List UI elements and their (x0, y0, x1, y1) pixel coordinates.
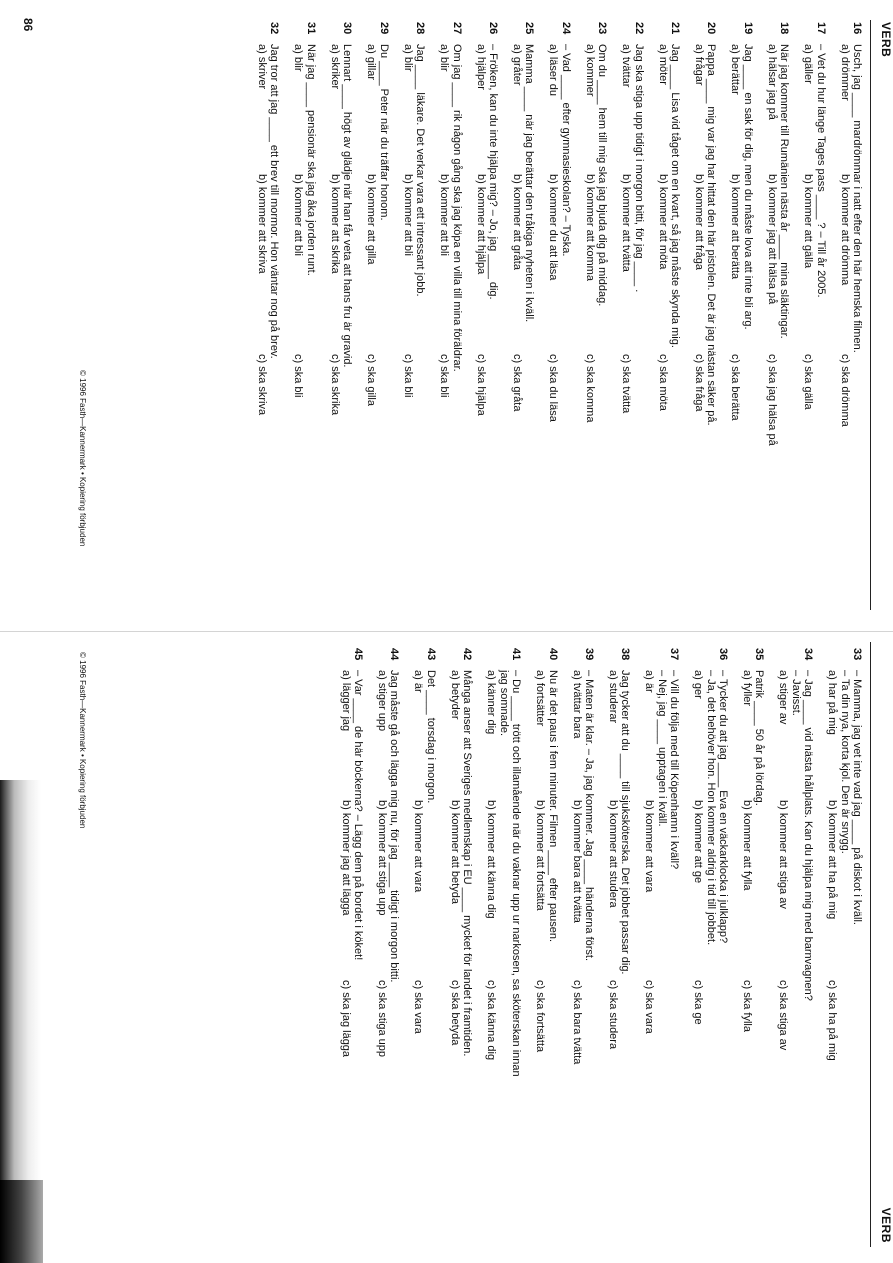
exercise-text-line: Jag ska stiga upp tidigt i morgon bitti, för jag ____ . (632, 44, 645, 293)
answer-option: b) kommer att fylla (740, 800, 753, 891)
exercise-number: 38 (619, 648, 632, 661)
answer-options (692, 648, 704, 1250)
exercise-number: 17 (814, 22, 827, 35)
exercise-question (425, 648, 437, 1250)
exercise-number: 39 (582, 648, 595, 661)
exercise-text-line: Om jag ____ rik någon gång ska jag köpa en villa till mina föräldrar. (450, 44, 463, 372)
exercise-question (559, 22, 571, 614)
exercise-text (523, 44, 535, 614)
exercise-text-line: – Ja, det behöver hon. Hon kommer aldrig i tid till jobbet. (704, 670, 717, 946)
exercise-text-line: – Vet du hur länge Tages pass ____ ? – Till år 2005. (814, 44, 827, 298)
exercise-item (401, 22, 426, 614)
exercise-item (339, 648, 364, 1250)
exercise-question (546, 648, 558, 1250)
answer-options (643, 648, 655, 1250)
answer-option: b) kommer att ge (692, 800, 705, 884)
exercise-item (449, 648, 474, 1250)
exercise-question (705, 22, 717, 614)
answer-option: a) gillar (365, 44, 378, 81)
answer-option: a) blir (438, 44, 451, 72)
answer-options (412, 648, 424, 1250)
answer-option: c) ska vara (643, 980, 656, 1034)
answer-option: a) stiger upp (376, 670, 389, 732)
exercise-text-line: jag somnade. (497, 670, 510, 737)
exercise-question (583, 648, 595, 1250)
exercise-question (305, 22, 317, 614)
exercise-question (388, 648, 400, 1250)
answer-option: c) ska möta (656, 354, 669, 411)
exercise-text (669, 44, 681, 614)
answer-option: b) kommer att betyda (448, 800, 461, 904)
answer-option: a) möter (656, 44, 669, 85)
answer-option: a) berättar (729, 44, 742, 95)
answer-option: c) ska bli (401, 354, 414, 398)
exercise-text-line: – Fröken, kan du inte hjälpa mig? – Jo, jag ____ dig. (486, 44, 499, 300)
exercise-text (705, 44, 717, 614)
exercise-question (596, 22, 608, 614)
answer-option: c) ska gråta (510, 354, 523, 412)
exercise-text (814, 44, 826, 614)
answer-options (777, 648, 789, 1250)
answer-options (607, 648, 619, 1250)
answer-option: a) skriker (328, 44, 341, 90)
exercise-text-line: Jag tror att jag ____ ett brev till mormor. Hon väntar nog på brev. (268, 44, 281, 359)
answer-option: b) kommer att studera (606, 800, 619, 908)
exercise-text-line: Du ____ Peter när du träffar honom. (377, 44, 390, 221)
answer-option: c) ska fortsätta (534, 980, 547, 1053)
answer-options (741, 648, 753, 1250)
exercise-text-line: Nu är det paus i fem minuter. Filmen ____ efter pausen. (546, 670, 559, 943)
exercise-number: 37 (668, 648, 681, 661)
answer-option: c) ska skrika (328, 354, 341, 416)
answer-option: c) ska drömma (838, 354, 851, 427)
answer-options (256, 22, 268, 614)
answer-options (329, 22, 341, 614)
answer-option: b) kommer att bli (401, 174, 414, 256)
exercise-item (329, 22, 354, 614)
exercise-text (778, 44, 790, 614)
exercise-question (487, 22, 499, 614)
answer-options (729, 22, 741, 614)
answer-option: c) ska komma (583, 354, 596, 423)
exercise-number: 28 (414, 22, 427, 35)
exercise-number: 16 (851, 22, 863, 35)
page-right (0, 632, 893, 1263)
exercise-number: 27 (450, 22, 463, 35)
page-number: 86 (21, 18, 35, 32)
exercise-text (461, 670, 473, 1250)
exercise-item (534, 648, 559, 1250)
answer-option: c) ska du läsa (547, 354, 560, 422)
exercise-item (511, 22, 536, 614)
exercise-item (838, 22, 863, 614)
exercise-text (851, 44, 863, 614)
answer-option: b) kommer att komma (583, 174, 596, 281)
answer-option: c) ska gilla (365, 354, 378, 406)
exercise-text-line: Jag tycker att du ____ till sjuksköterska. Det jobbet passar dig. (619, 670, 632, 975)
answer-options (534, 648, 546, 1250)
exercise-text (632, 44, 644, 614)
exercise-question (268, 22, 280, 614)
exercise-number: 36 (716, 648, 729, 661)
exercise-item (583, 22, 608, 614)
answer-option: c) ska bli (438, 354, 451, 398)
exercise-text (425, 670, 437, 1250)
answer-options (620, 22, 632, 614)
exercise-text (789, 670, 814, 1250)
exercise-text-line: När jag kommer till Rumänien nästa år ____ mina släktingar. (778, 44, 791, 339)
exercise-number: 18 (778, 22, 791, 35)
exercise-question (704, 648, 729, 1250)
exercise-text-line: – Nej, jag ____ upptagen i kväll. (655, 670, 668, 827)
exercise-text (268, 44, 280, 614)
answer-options (485, 648, 497, 1250)
answer-option: c) ska betyda (448, 980, 461, 1046)
exercise-number: 40 (546, 648, 559, 661)
exercise-text (583, 670, 595, 1250)
answer-options (401, 22, 413, 614)
exercise-text (655, 670, 680, 1250)
exercise-text-line: – Ta din nya, korta kjol. Den är snygg. (838, 670, 851, 854)
exercise-number: 20 (705, 22, 718, 35)
answer-option: b) kommer att känna dig (485, 800, 498, 919)
exercise-text (388, 670, 400, 1250)
exercise-number: 21 (668, 22, 681, 35)
answer-options (826, 648, 838, 1250)
scanner-edge-dark (0, 1180, 43, 1263)
answer-option: b) kommer att gälla (802, 174, 815, 269)
exercise-item (643, 648, 680, 1250)
answer-option: b) kommer att stiga av (777, 800, 790, 909)
exercise-number: 29 (377, 22, 390, 35)
exercise-text-line: – Mamma, jag vet inte vad jag ____ på diskot i kväll. (851, 670, 863, 925)
answer-options (292, 22, 304, 614)
copyright-footer: © 1996 Fasth—Kannermark • Kopiering förbjuden (78, 370, 87, 547)
exercise-text (497, 670, 522, 1250)
answer-option: a) hälsar jag på (765, 44, 778, 120)
exercise-item (826, 648, 863, 1250)
exercise-text (741, 44, 753, 614)
exercise-item (729, 22, 754, 614)
exercise-item (376, 648, 401, 1250)
header-rule (870, 642, 871, 1247)
exercise-text (838, 670, 863, 1250)
exercise-text-line: Pappa ____ mig var jag har hittat den här pistolen. Det är jag nästan säker på. (705, 44, 718, 426)
exercise-text-line: Jag ____ läkare. Det verkar vara ett intressant jobb. (414, 44, 427, 297)
exercise-text (487, 44, 499, 614)
exercise-text-line: Lennart ____ högt av glädje när han får veta att hans fru är gravid. (341, 44, 354, 368)
answer-options (802, 22, 814, 614)
answer-option: a) blir (292, 44, 305, 72)
exercise-text-line: – Javisst. (789, 670, 802, 716)
answer-option: c) ska jag hälsa på (765, 354, 778, 446)
exercise-text (377, 44, 389, 614)
exercise-question (669, 22, 681, 614)
exercise-number: 33 (851, 648, 863, 661)
answer-options (339, 648, 351, 1250)
answer-option: a) ger (692, 670, 705, 699)
answer-options (547, 22, 559, 614)
exercise-item (292, 22, 317, 614)
answer-option: a) drömmer (838, 44, 851, 101)
exercise-number: 41 (510, 648, 523, 661)
answer-options (511, 22, 523, 614)
exercise-number: 35 (753, 648, 766, 661)
exercise-text (546, 670, 558, 1250)
answer-option: a) lägger jag (339, 670, 352, 732)
exercise-text-line: – Tycker du att jag ____ Eva en väckarklocka i julklapp? (716, 670, 729, 944)
answer-options (449, 648, 461, 1250)
answer-option: b) kommer att hjälpa (474, 174, 487, 275)
answer-options (474, 22, 486, 614)
exercise-item (412, 648, 437, 1250)
exercise-item (802, 22, 827, 614)
answer-option: a) frågar (692, 44, 705, 86)
exercise-number: 30 (341, 22, 354, 35)
exercise-item (547, 22, 572, 614)
exercise-number: 43 (424, 648, 437, 661)
answer-option: c) ska vara (412, 980, 425, 1034)
exercise-text (559, 44, 571, 614)
exercise-question (461, 648, 473, 1250)
exercise-question (619, 648, 631, 1250)
header-rule (870, 20, 871, 610)
exercise-item (570, 648, 595, 1250)
answer-option: c) ska ge (692, 980, 705, 1025)
answer-option: b) kommer bara att tvätta (570, 800, 583, 923)
answer-option: b) kommer du att läsa (547, 174, 560, 281)
exercise-text-line: – Var ____ de här böckerna? – Lägg dem på bordet i köket! (352, 670, 365, 961)
exercise-question (450, 22, 462, 614)
answer-option: a) skriver (256, 44, 269, 90)
exercise-question (753, 648, 765, 1250)
answer-option: c) ska ha på mig (826, 980, 839, 1061)
exercise-item (741, 648, 766, 1250)
exercise-question (377, 22, 389, 614)
answer-option: a) läser du (547, 44, 560, 96)
exercise-item (474, 22, 499, 614)
answer-option: c) ska bara tvätta (570, 980, 583, 1065)
answer-options (656, 22, 668, 614)
answer-option: c) ska fråga (692, 354, 705, 412)
exercise-text-line: Usch, jag ____ mardrömmar i natt efter den här hemska filmen. (851, 44, 863, 353)
exercise-item (438, 22, 463, 614)
exercise-text-line: Jag ____ en sak för dig, men du måste lova att inte bli arg. (741, 44, 754, 330)
exercise-question (352, 648, 364, 1250)
answer-option: a) tvättar (620, 44, 633, 88)
exercise-text (450, 44, 462, 614)
exercise-question (655, 648, 680, 1250)
answer-option: c) ska jag lägga (339, 980, 352, 1058)
answer-option: a) gäller (802, 44, 815, 84)
exercise-question (523, 22, 535, 614)
answer-option: b) kommer att bli (438, 174, 451, 256)
exercise-text (596, 44, 608, 614)
answer-options (838, 22, 850, 614)
answer-option: c) ska hjälpa (474, 354, 487, 416)
exercise-text-line: Mamma ____ när jag berättar den tråkiga nyheten i kväll. (523, 44, 536, 323)
answer-option: c) ska berätta (729, 354, 742, 421)
exercise-list (244, 22, 863, 614)
exercise-text-line: Det ____ torsdag i morgon. (424, 670, 437, 804)
answer-options (693, 22, 705, 614)
exercise-text-line: – Du ____ trött och illamående när du vaknar upp ur narkosen, sa sköterskan innan (510, 670, 523, 1077)
page-header: VERB (879, 1207, 893, 1243)
answer-option: b) kommer att stiga upp (376, 800, 389, 916)
answer-option: c) ska stiga av (777, 980, 790, 1051)
answer-option: b) kommer att vara (412, 800, 425, 893)
answer-options (570, 648, 582, 1250)
answer-option: c) ska skriva (256, 354, 269, 416)
exercise-item (485, 648, 522, 1250)
exercise-text (305, 44, 317, 614)
answer-option: b) kommer att ha på mig (826, 800, 839, 920)
exercise-question (838, 648, 863, 1250)
exercise-text-line: Många anser att Sveriges medlemskap i EU ____ mycket för landet i framtiden. (461, 670, 474, 1057)
answer-option: b) kommer att vara (643, 800, 656, 893)
exercise-item (656, 22, 681, 614)
page-header: VERB (879, 22, 893, 58)
exercise-text-line: Jag måste gå och lägga mig nu, för jag ____ tidigt i morgon bitti. (388, 670, 401, 983)
answer-option: a) studerar (606, 670, 619, 724)
exercise-list (328, 648, 863, 1250)
answer-option: c) ska gälla (802, 354, 815, 410)
answer-option: a) är (643, 670, 656, 693)
exercise-number: 19 (741, 22, 754, 35)
exercise-item (620, 22, 645, 614)
exercise-text-line: – Vill du följa med till Köpenhamn i kväll? (668, 670, 681, 870)
exercise-question (741, 22, 753, 614)
exercise-question (414, 22, 426, 614)
exercise-number: 34 (802, 648, 815, 661)
answer-option: a) blir (401, 44, 414, 72)
exercise-number: 25 (523, 22, 536, 35)
exercise-number: 42 (461, 648, 474, 661)
exercise-item (692, 648, 729, 1250)
answer-option: b) kommer jag att lägga (339, 800, 352, 916)
exercise-text (753, 670, 765, 1250)
answer-option: a) hjälper (474, 44, 487, 90)
exercise-text (341, 44, 353, 614)
answer-option: c) ska fylla (740, 980, 753, 1032)
copyright-footer: © 1996 Fasth—Kannermark • Kopiering förbjuden (78, 652, 87, 829)
answer-option: b) kommer att tvätta (620, 174, 633, 272)
exercise-number: 44 (388, 648, 401, 661)
answer-option: a) har på mig (826, 670, 839, 735)
exercise-text (352, 670, 364, 1250)
answer-options (376, 648, 388, 1250)
answer-option: b) kommer att gilla (365, 174, 378, 265)
answer-option: b) kommer jag att hälsa på (765, 174, 778, 305)
exercise-text-line: När jag ____ pensionär ska jag åka jorden runt. (304, 44, 317, 276)
answer-option: a) fyller (740, 670, 753, 707)
exercise-text-line: Jag ____ Lisa vid tåget om en kvart, så jag måste skynda mig. (668, 44, 681, 348)
answer-option: c) ska tvätta (620, 354, 633, 414)
exercise-question (778, 22, 790, 614)
answer-option: b) kommer att gråta (510, 174, 523, 270)
answer-options (438, 22, 450, 614)
answer-option: b) kommer att drömma (838, 174, 851, 286)
answer-option: c) ska känna dig (485, 980, 498, 1061)
exercise-number: 31 (304, 22, 317, 35)
exercise-text-line: – Jag ____ vid nästa hållplats. Kan du hjälpa mig med barnvagnen? (802, 670, 815, 1001)
exercise-text-line: Patrik ____ 50 år på lördag. (753, 670, 766, 806)
exercise-number: 32 (268, 22, 281, 35)
exercise-text-line: – Maten är klar. – Ja, jag kommer. Jag ____ händerna först. (582, 670, 595, 962)
answer-option: c) ska studera (606, 980, 619, 1050)
answer-option: b) kommer att berätta (729, 174, 742, 280)
answer-option: b) kommer att fortsätta (534, 800, 547, 911)
exercise-item (765, 22, 790, 614)
answer-option: a) tvättar bara (570, 670, 583, 739)
answer-option: c) ska stiga upp (376, 980, 389, 1058)
answer-option: b) kommer att skrika (328, 174, 341, 274)
exercise-question (497, 648, 522, 1250)
answer-option: b) kommer att skriva (256, 174, 269, 274)
answer-option: a) betyder (448, 670, 461, 720)
answer-option: b) kommer att fråga (692, 174, 705, 270)
exercise-question (341, 22, 353, 614)
answer-options (765, 22, 777, 614)
exercise-item (693, 22, 718, 614)
answer-option: b) kommer att möta (656, 174, 669, 270)
answer-options (365, 22, 377, 614)
exercise-text-line: – Vad ____ efter gymnasieskolan? – Tyska. (559, 44, 572, 257)
answer-option: a) kommer (583, 44, 596, 97)
exercise-question (851, 22, 863, 614)
exercise-number: 26 (486, 22, 499, 35)
exercise-text (704, 670, 729, 1250)
exercise-question (632, 22, 644, 614)
answer-option: c) ska bli (292, 354, 305, 398)
exercise-item (365, 22, 390, 614)
answer-option: a) gråter (510, 44, 523, 86)
answer-option: a) stiger av (777, 670, 790, 725)
answer-option: a) är (412, 670, 425, 693)
answer-option: b) kommer att bli (292, 174, 305, 256)
exercise-text (414, 44, 426, 614)
exercise-number: 23 (596, 22, 609, 35)
answer-option: a) fortsätter (534, 670, 547, 727)
answer-option: a) känner dig (485, 670, 498, 735)
exercise-number: 45 (352, 648, 365, 661)
exercise-item (777, 648, 814, 1250)
exercise-text (619, 670, 631, 1250)
exercise-question (789, 648, 814, 1250)
exercise-text-line: Om du ____ hem till mig ska jag bjuda dig på middag. (596, 44, 609, 307)
exercise-item (256, 22, 281, 614)
exercise-item (607, 648, 632, 1250)
exercise-number: 24 (559, 22, 572, 35)
exercise-question (814, 22, 826, 614)
exercise-number: 22 (632, 22, 645, 35)
answer-options (583, 22, 595, 614)
